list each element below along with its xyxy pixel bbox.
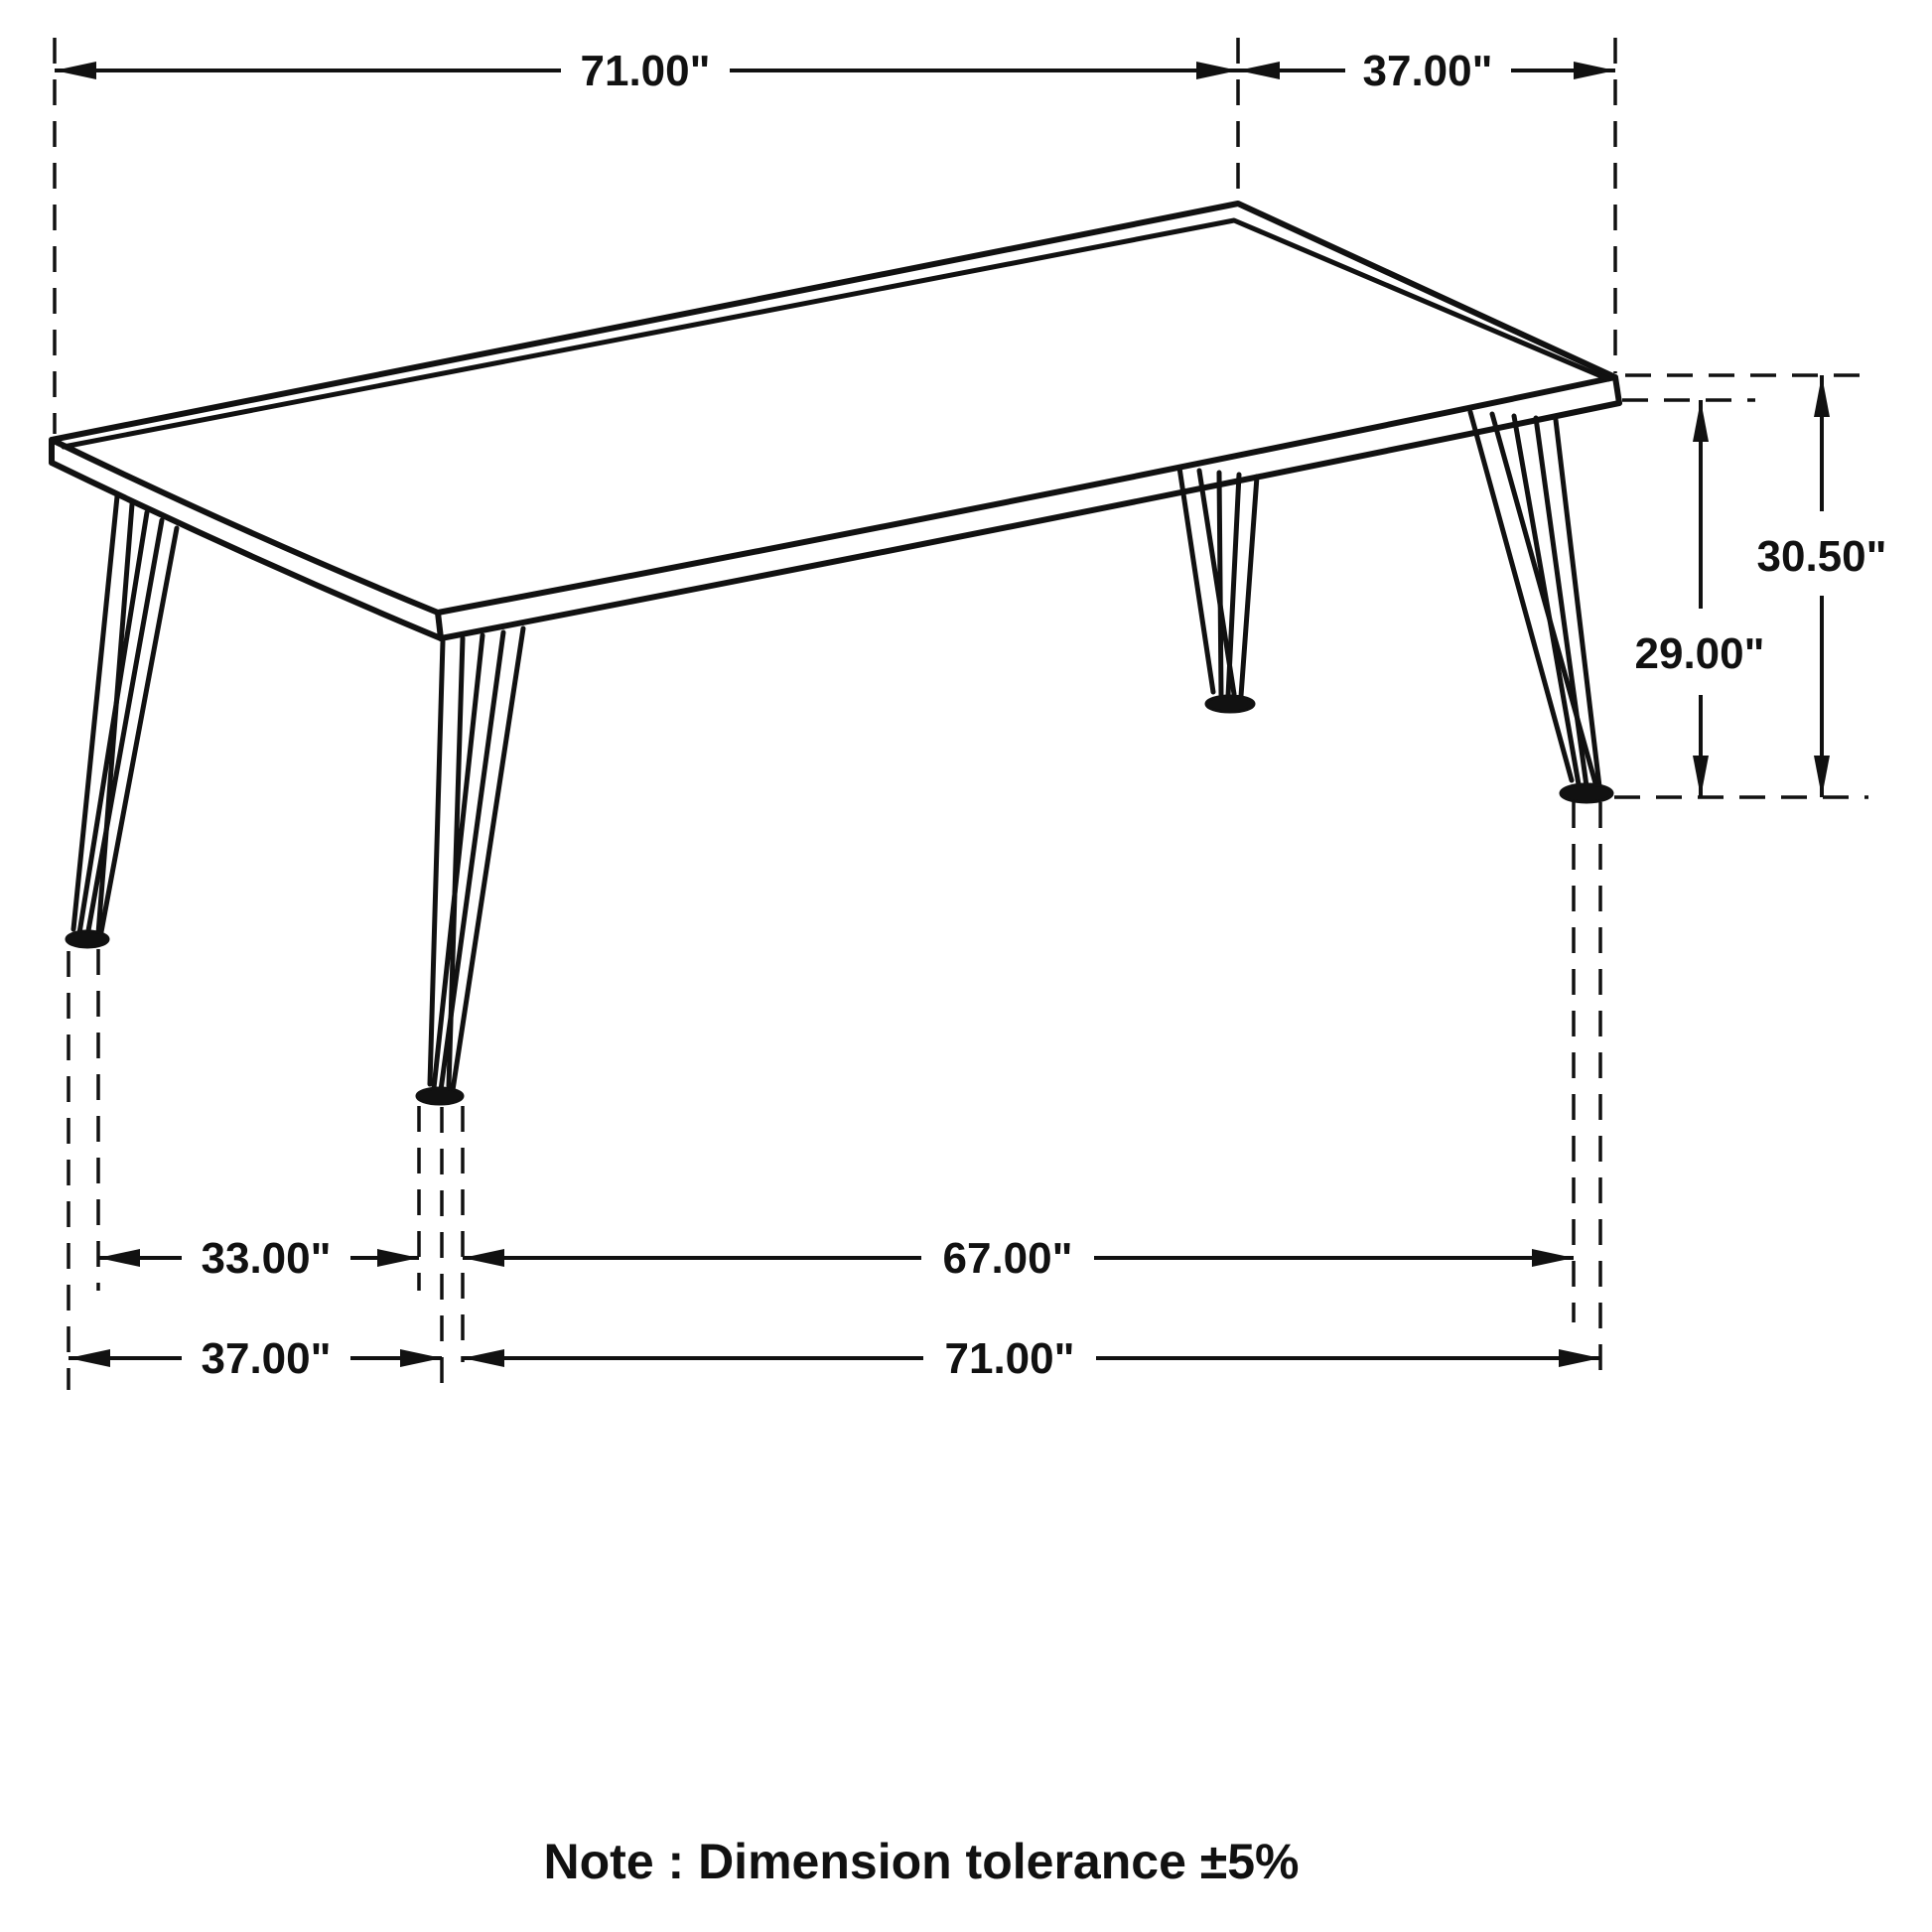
leg-front-left (67, 496, 177, 947)
dim-label-height-overall: 30.50" (1756, 532, 1887, 581)
dim-bottom-length (463, 1334, 1600, 1383)
arrowhead-down (1693, 756, 1709, 797)
dim-label-floor-length: 67.00" (942, 1234, 1073, 1283)
arrowhead-left (463, 1349, 504, 1367)
leg-strand (453, 628, 523, 1090)
dim-label-height-clearance: 29.00" (1634, 629, 1765, 678)
leg-strand (1241, 477, 1257, 696)
dim-label-bottom-length: 71.00" (944, 1334, 1075, 1383)
arrowhead-right (1196, 62, 1238, 79)
leg-strand (441, 632, 503, 1090)
dim-height-clearance (1635, 400, 1765, 797)
dim-label-top-length: 71.00" (580, 47, 711, 95)
arrowhead-right (1532, 1249, 1574, 1267)
extension-lines (55, 38, 1868, 1395)
arrowhead-right (377, 1249, 419, 1267)
arrowhead-right (1574, 62, 1615, 79)
arrowhead-right (1559, 1349, 1600, 1367)
tabletop (52, 204, 1619, 638)
arrowhead-up (1693, 400, 1709, 442)
dim-height-overall (1757, 375, 1887, 797)
dim-floor-depth (98, 1234, 419, 1283)
arrowhead-up (1814, 375, 1830, 417)
arrowhead-right (400, 1349, 442, 1367)
dim-label-floor-depth: 33.00" (201, 1234, 332, 1283)
tabletop-surface (52, 204, 1615, 613)
dim-bottom-depth (69, 1334, 442, 1383)
leg-strand (1228, 475, 1239, 696)
leg-foot (1206, 696, 1254, 712)
tabletop-edge-cap-right (1615, 377, 1619, 403)
dim-top-length (55, 47, 1238, 95)
leg-foot (67, 931, 108, 947)
arrowhead-down (1814, 756, 1830, 797)
leg-rear-center (1179, 468, 1257, 712)
dim-label-top-depth: 37.00" (1362, 47, 1493, 95)
arrowhead-left (463, 1249, 504, 1267)
leg-strand (73, 496, 117, 929)
leg-foot (1561, 784, 1612, 802)
leg-rear-right (1470, 412, 1612, 802)
leg-front-center (417, 628, 523, 1104)
arrowhead-left (69, 1349, 110, 1367)
arrowhead-left (98, 1249, 140, 1267)
leg-strand (1179, 468, 1213, 692)
dim-floor-length (463, 1234, 1574, 1283)
arrowhead-left (55, 62, 96, 79)
tolerance-note: Note : Dimension tolerance ±5% (543, 1834, 1300, 1889)
arrowhead-left (1238, 62, 1280, 79)
leg-foot (417, 1088, 463, 1104)
leg-strand (1219, 473, 1221, 695)
dim-label-bottom-depth: 37.00" (201, 1334, 332, 1383)
dim-top-depth (1238, 47, 1615, 95)
